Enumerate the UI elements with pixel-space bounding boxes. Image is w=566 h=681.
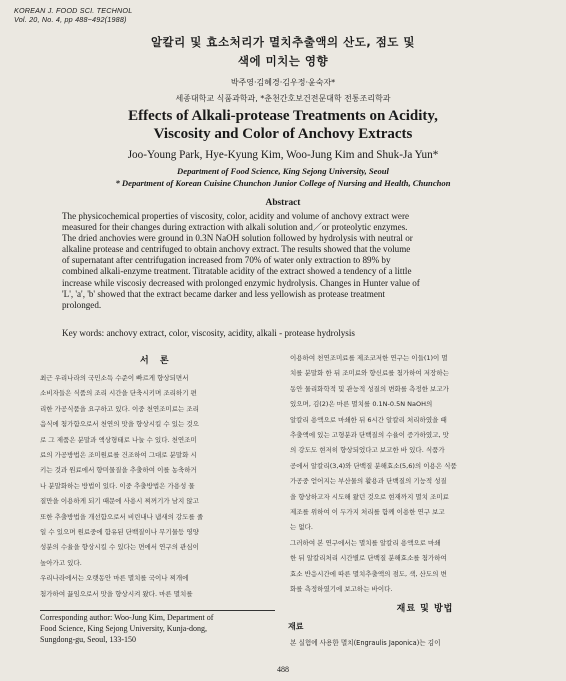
right-column-line: 그러하여 본 연구에서는 멸치를 알칼리 용액으로 마쇄	[290, 538, 441, 547]
journal-name: KOREAN J. FOOD SCI. TECHNOL	[14, 6, 133, 15]
footnote-rule	[40, 610, 275, 611]
abstract-line: prolonged.	[62, 299, 102, 310]
introduction-line: 음식에 첨가함으로서 천연의 맛을 향상시킬 수 있는 것으	[40, 420, 199, 429]
abstract-line: measured for their changes during extraction with alkali solution and／or proteolytic enzymes.	[62, 222, 408, 233]
korean-title-line-2: 색에 미치는 영향	[237, 54, 329, 68]
journal-header	[14, 6, 132, 24]
right-column-line: 가공중 얻어지는 부산물의 활용과 단백질의 기능적 성질	[290, 477, 447, 486]
abstract-line: 'L', 'a', 'b' showed that the extract became darker and less yellowish as protease treatment	[62, 288, 385, 299]
right-column-line: 이용하여 천연조미료를 제조코저한 연구는 이들(1)이 멸	[290, 354, 448, 362]
right-column-line: 효소 반응시간에 따른 멸치추출액의 점도, 색, 산도의 변	[290, 569, 447, 578]
introduction-line: 리한 가공식품을 요구하고 있다. 이중 천연조미료는 조리	[40, 404, 199, 413]
introduction-line: 로 그 제품은 분말과 액상형태로 나눌 수 있다. 천연조미	[40, 435, 197, 444]
introduction-line: 질만을 이용하게 되기 때문에 사용시 찌꺼기가 남지 않고	[40, 497, 199, 506]
right-column-line: 화를 측정하였기에 보고하는 바이다.	[290, 585, 393, 594]
introduction-column	[40, 371, 282, 602]
right-column-line: 동안 물리화학적 및 관능적 성질의 변화를 측정한 보고가	[290, 384, 449, 393]
correspondence-line-1: Corresponding author: Woo-Jung Kim, Department of	[40, 613, 214, 622]
korean-title-line-1: 알칼리 및 효소처리가 멸치추출액의 산도, 점도 및	[150, 35, 416, 49]
correspondence-line-2: Food Science, King Sejong University, Kunja-dong,	[40, 624, 208, 633]
introduction-line: 나 분말화하는 방법이 있다. 이중 추출방법은 가용성 물	[40, 481, 195, 490]
right-column-line: 추출액에 있는 고형분과 단백질의 수율이 증가하였고, 맛	[290, 431, 449, 440]
introduction-line: 최근 우리나라의 국민소득 수준이 빠르게 향상되면서	[40, 374, 189, 382]
materials-methods-heading: 재료 및 방법	[396, 604, 454, 614]
journal-volume: Vol. 20, No. 4, pp 488~492(1988)	[14, 15, 127, 24]
right-column-line: 공에서 알칼리(3,4)와 단백질 분해효소(5,6)의 이용은 식품	[290, 461, 457, 470]
korean-authors: 박주영·김혜경·김우정·윤숙자*	[230, 78, 336, 87]
right-column-line: 치를 분말화 한 뒤 조미료와 향신료를 첨가하여 저장하는	[290, 369, 449, 378]
abstract-line: combined alkali-enzyme treatment. Titratable acidity of the extract showed a tendency of a little	[62, 266, 412, 277]
abstract-line: The physicochemical properties of viscosity, color, acidity and volume of anchovy extract were	[62, 211, 410, 221]
right-column-line: 의 강도도 현저히 향상되었다고 보고한 바 있다. 식품가	[290, 446, 445, 455]
right-column-line: 알칼리 용액으로 마쇄한 뒤 6시간 알칼리 처리하였을 때	[290, 415, 447, 424]
materials-subheading: 재료	[288, 622, 304, 631]
introduction-line: 일 수 있으며 원료중에 함유된 단백질이나 무기물등 영양	[40, 528, 199, 537]
abstract-heading: Abstract	[265, 198, 301, 208]
abstract-line: alkaline protease and centrifuged to obtain anchovy extract. The results showed that the volume	[62, 244, 411, 255]
introduction-heading: 서 론	[140, 356, 173, 366]
english-title-line-2: Viscosity and Color of Anchovy Extracts	[153, 126, 413, 142]
introduction-line: 키는 것과 원료에서 향미물질을 추출하여 이를 농축하거	[40, 466, 197, 475]
english-authors: Joo-Young Park, Hye-Kyung Kim, Woo-Jung Kim and Shuk-Ja Yun*	[127, 149, 439, 161]
introduction-line: 성분의 수율을 향상시킬 수 있다는 면에서 연구의 관심이	[40, 543, 199, 552]
right-column-line: 한 뒤 알칼리처리 시간별로 단백질 분해효소를 첨가하여	[290, 554, 447, 563]
korean-affiliation: 세종대학교 식품과학과, *춘천간호보건전문대학 전통조리학과	[175, 94, 391, 103]
introduction-line: 높아가고 있다.	[40, 558, 82, 567]
right-column-line: 있으며, 김(2)은 마른 멸치를 0.1N-0.5N NaOH의	[290, 400, 433, 409]
right-column-line: 을 향상하고자 시도해 왔던 것으로 현재까지 멸치 조미료	[290, 492, 449, 501]
english-affiliation-line-1: Department of Food Science, King Sejong University, Seoul	[177, 166, 389, 176]
right-column-text	[290, 351, 542, 598]
english-affiliation-line-2: * Department of Korean Cuisine Chunchon Junior College of Nursing and Health, Chunchon	[115, 178, 451, 188]
page-number: 488	[277, 665, 289, 674]
introduction-line: 우리나라에서는 오랫동안 마른 멸치를 국이나 찌개에	[40, 574, 189, 583]
abstract-line: increase while viscosiy decreased with prolonged enzymic hydrolysis. Changes in Hunter value of	[62, 277, 420, 288]
correspondence-line-3: Sungdong-gu, Seoul, 133-150	[40, 635, 136, 644]
introduction-line: 소비자들은 식품의 조리 시간을 단축시키며 조리하기 편	[40, 389, 197, 398]
introduction-line: 료의 가공방법은 조미원료를 건조하여 그대로 분말화 시	[40, 451, 197, 460]
correspondence-footnote	[40, 612, 280, 645]
introduction-line: 또한 추출방법을 개선함으로서 비린내나 냄새의 강도를 줄	[40, 512, 204, 521]
right-column-line: 는 없다.	[290, 523, 313, 532]
english-title-line-1: Effects of Alkali-protease Treatments on Acidity,	[128, 108, 438, 124]
abstract-line: of supernatant after centrifugation increased from 70% of water only extraction to 89% by	[62, 255, 391, 266]
materials-first-line: 본 실험에 사용한 멸치(Engraulis Japonica)는 김이	[290, 639, 441, 647]
abstract-line: The dried anchovies were ground in 0.3N NaOH solution followed by hydrolysis with neutral or	[62, 233, 413, 244]
introduction-line: 첨가하여 끓임으로서 맛을 향상시켜 왔다. 마른 멸치를	[40, 589, 193, 598]
right-column-line: 제조를 위하여 이 두가지 처리를 함께 이용한 연구 보고	[290, 508, 445, 517]
abstract-body	[62, 211, 522, 311]
keywords: Key words: anchovy extract, color, viscosity, acidity, alkali - protease hydrolysis	[62, 328, 355, 338]
